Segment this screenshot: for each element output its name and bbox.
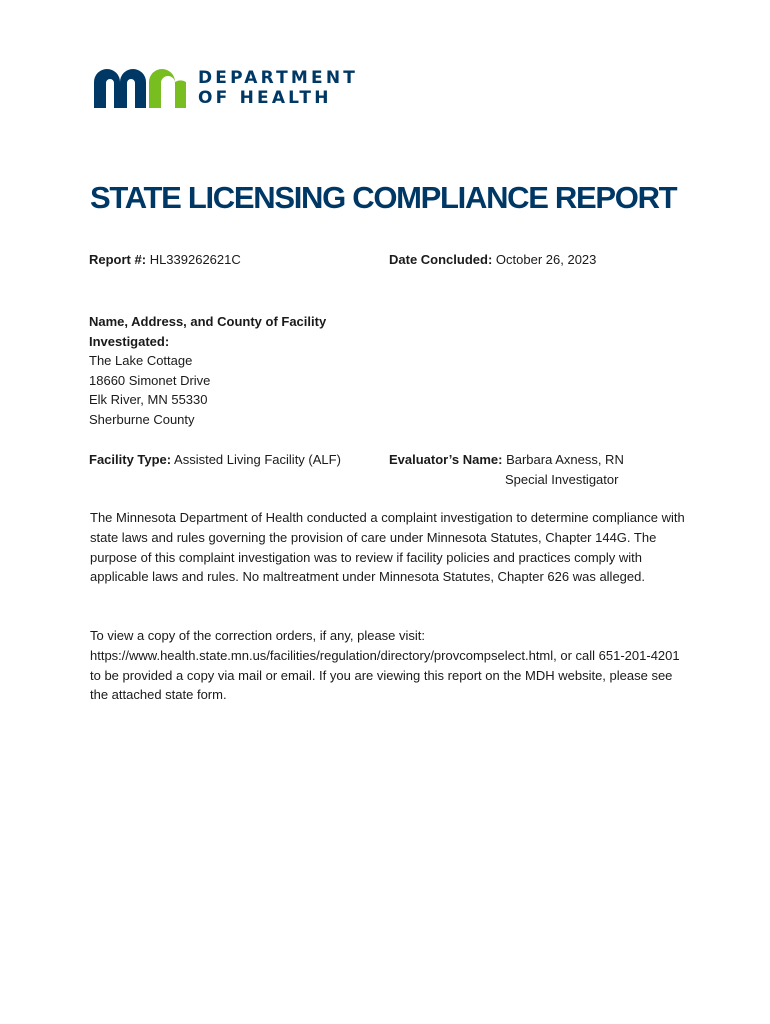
facility-name: The Lake Cottage: [89, 353, 193, 368]
facility-type: [89, 450, 341, 470]
evaluator-label: Evaluator’s Name:: [389, 452, 503, 467]
report-number-label: Report #:: [89, 252, 147, 267]
facility-type-label: Facility Type:: [89, 452, 172, 467]
facility-type-value: Assisted Living Facility (ALF): [174, 452, 341, 467]
mn-logo-icon: [94, 68, 186, 108]
date-concluded-label: Date Concluded:: [389, 252, 493, 267]
facility-info: [89, 312, 349, 429]
evaluator: [389, 450, 624, 489]
body-paragraph-1: The Minnesota Department of Health conducted a complaint investigation to determine compliance with state laws and rules governing the provision of care under Minnesota Statutes, Chapter 144G. The purpose of this complaint investigation was to review if facility policies and practices comply with applicable laws and rules. No maltreatment under Minnesota Statutes, Chapter 626 was alleged.: [90, 510, 685, 585]
logo-line-of-health: OF HEALTH: [198, 88, 332, 108]
report-number-value: HL339262621C: [149, 252, 241, 267]
logo-line-department: DEPARTMENT: [198, 68, 359, 88]
facility-city: Elk River, MN 55330: [89, 392, 208, 407]
page-title: STATE LICENSING COMPLIANCE REPORT: [90, 180, 677, 215]
evaluator-title: Special Investigator: [505, 471, 619, 487]
body-paragraph-2: To view a copy of the correction orders, if any, please visit: https://www.health.state.mn.us/facilities/regulation/directory/provcompselect.html, or call 651-201-4201 to be provided a copy via mail or email. If you are viewing this report on the MDH website, please see the attached state form.: [90, 628, 680, 703]
mdh-logo: [94, 68, 358, 108]
department-of-health-wordmark: [198, 68, 358, 108]
report-number: [89, 250, 241, 270]
facility-street: 18660 Simonet Drive: [89, 372, 211, 388]
date-concluded-value: October 26, 2023: [495, 252, 597, 267]
facility-info-label: Name, Address, and County of Facility Investigated:: [89, 314, 327, 349]
evaluator-name: Barbara Axness, RN: [506, 452, 624, 467]
facility-county: Sherburne County: [89, 411, 195, 427]
date-concluded: [389, 250, 596, 270]
